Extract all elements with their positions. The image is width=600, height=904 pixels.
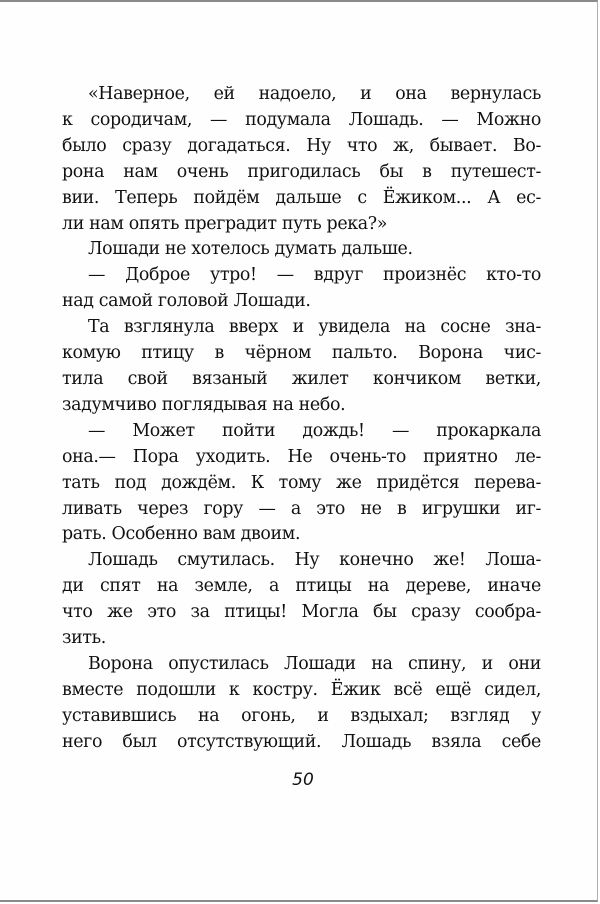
text-line: Ворона опустилась Лошади на спину, и они [88,653,541,674]
paragraph-2 [62,237,541,263]
text-line: задумчиво поглядывая на небо. [62,394,346,415]
text-line: вместе подошли к костру. Ёжик всё ещё сидел, [62,679,541,700]
text-line: ди спят на земле, а птицы на дереве, иначе [62,576,541,597]
text-line: рать. Особенно вам двоим. [62,524,301,545]
text-line: — Доброе утро! — вдруг произнёс кто-то [88,265,541,286]
text-line: рона нам очень пригодилась бы в путешест- [62,161,541,182]
paragraph-6 [62,548,541,652]
text-line: к сородичам, — подумала Лошадь. — Можно [62,109,541,130]
page-number: 50 [292,770,314,790]
text-line: «Наверное, ей надоело, и она вернулась [88,84,541,104]
text-line: него был отсутствующий. Лошадь взяла себе [62,731,541,752]
text-line: Лошади не хотелось думать дальше. [88,239,413,260]
body-text [62,82,541,756]
text-line: ливать через гору — а это не в игрушки иг- [62,498,541,519]
paragraph-5 [62,419,541,549]
paragraph-7 [62,652,541,756]
paragraph-4 [62,315,541,419]
text-line: зить. [62,628,106,649]
text-line: тила свой вязаный жилет кончиком ветки, [62,368,541,389]
text-line: комую птицу в чёрном пальто. Ворона чис- [62,343,541,364]
text-line: Та взглянула вверх и увидела на сосне зна- [88,317,541,338]
text-line: ли нам опять преградит путь река?» [62,213,388,234]
text-line: тать под дождём. К тому же придётся перева- [62,472,541,493]
text-line: она.— Пора уходить. Не очень-то приятно ле- [62,446,541,467]
paragraph-3 [62,263,541,315]
text-line: было сразу догадаться. Ну что ж, бывает. Во- [62,135,541,156]
text-line: — Может пойти дождь! — прокаркала [88,420,541,441]
text-line: уставившись на огонь, и вздыхал; взгляд у [62,705,541,726]
text-line: что же это за птицы! Могла бы сразу сообра- [62,602,541,623]
paragraph-1 [62,82,541,237]
text-line: вии. Теперь пойдём дальше с Ёжиком... А ес- [62,187,541,208]
text-line: Лошадь смутилась. Ну конечно же! Лоша- [88,550,541,571]
text-line: над самой головой Лошади. [62,291,311,312]
